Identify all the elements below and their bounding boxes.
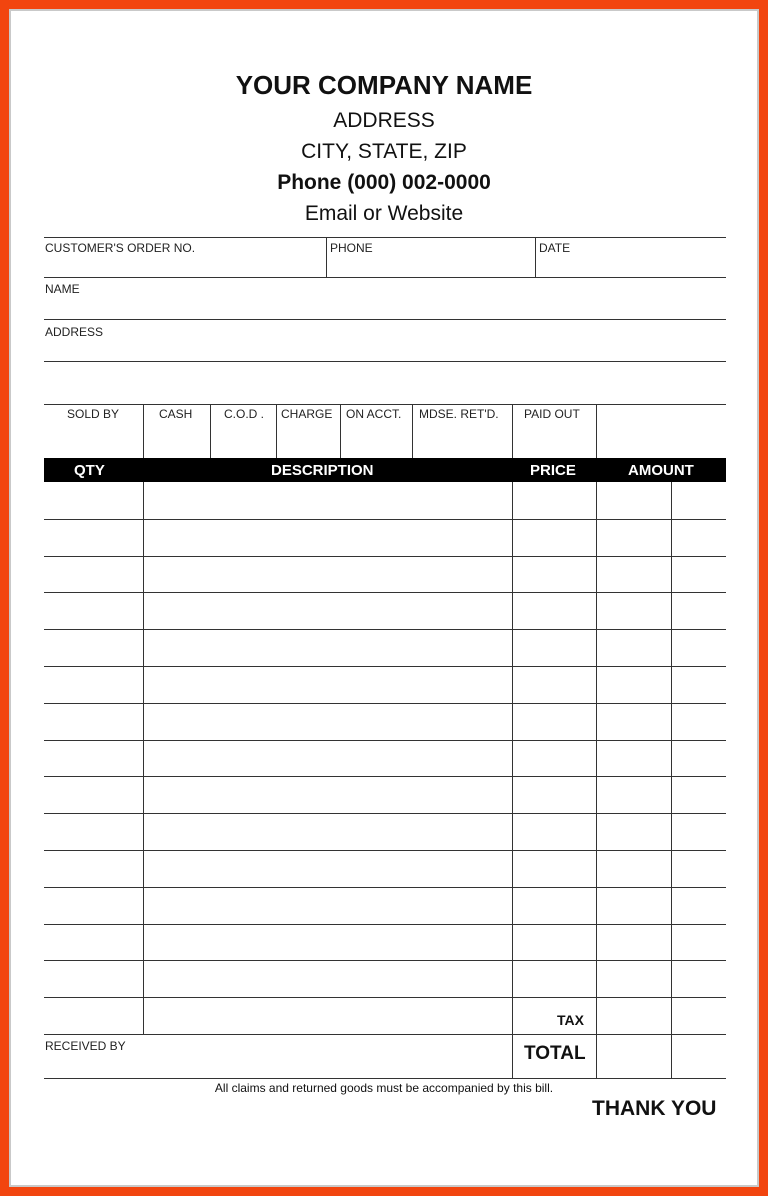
cod-option[interactable]: C.O.D . (224, 407, 265, 421)
divider (143, 404, 144, 458)
price-header: PRICE (530, 462, 576, 479)
on-acct-option[interactable]: ON ACCT. (346, 407, 402, 421)
table-row-line (44, 740, 726, 741)
table-row-line (44, 887, 726, 888)
table-row-line (44, 924, 726, 925)
received-by-field[interactable]: RECEIVED BY (45, 1039, 126, 1053)
company-address: ADDRESS (333, 109, 435, 132)
description-header: DESCRIPTION (271, 462, 374, 479)
table-row-line (44, 519, 726, 520)
table-row-line (44, 666, 726, 667)
table-row-line (44, 960, 726, 961)
table-row-line (44, 813, 726, 814)
order-no-field[interactable]: CUSTOMER'S ORDER NO. (45, 241, 196, 255)
company-name: YOUR COMPANY NAME (235, 70, 533, 100)
table-row-line (44, 556, 726, 557)
table-row-line (44, 629, 726, 630)
table-row-line (44, 776, 726, 777)
divider (44, 1034, 726, 1035)
claims-notice: All claims and returned goods must be accompanied by this bill. (214, 1081, 554, 1095)
divider (44, 404, 726, 405)
divider (340, 404, 341, 458)
divider (44, 1078, 726, 1079)
divider (596, 482, 597, 1078)
thank-you: THANK YOU (592, 1097, 717, 1120)
divider (44, 277, 726, 278)
total-label: TOTAL (524, 1043, 586, 1064)
table-row-line (44, 850, 726, 851)
table-row-line (44, 592, 726, 593)
cash-option[interactable]: CASH (159, 407, 193, 421)
name-field[interactable]: NAME (45, 282, 80, 296)
divider (44, 319, 726, 320)
company-phone: Phone (000) 002-0000 (277, 171, 491, 194)
qty-header: QTY (74, 462, 105, 479)
divider (512, 482, 513, 1078)
divider (535, 237, 536, 277)
divider (326, 237, 327, 277)
sold-by-field[interactable]: SOLD BY (67, 407, 120, 421)
date-field[interactable]: DATE (539, 241, 571, 255)
amount-header: AMOUNT (628, 462, 694, 479)
divider (276, 404, 277, 458)
divider (512, 404, 513, 458)
divider (671, 482, 672, 1078)
mdse-retd-option[interactable]: MDSE. RET'D. (419, 407, 499, 421)
company-email: Email or Website (304, 202, 464, 225)
divider (44, 361, 726, 362)
company-city-state-zip: CITY, STATE, ZIP (301, 140, 467, 163)
items-table-header (44, 458, 726, 482)
table-row-line (44, 997, 726, 998)
charge-option[interactable]: CHARGE (281, 407, 333, 421)
paid-out-option[interactable]: PAID OUT (524, 407, 580, 421)
table-row-line (44, 703, 726, 704)
divider (143, 482, 144, 1034)
divider (210, 404, 211, 458)
phone-field[interactable]: PHONE (330, 241, 373, 255)
divider (596, 404, 597, 458)
divider (44, 237, 726, 238)
divider (412, 404, 413, 458)
tax-label: TAX (557, 1012, 584, 1028)
address-field[interactable]: ADDRESS (45, 325, 104, 339)
